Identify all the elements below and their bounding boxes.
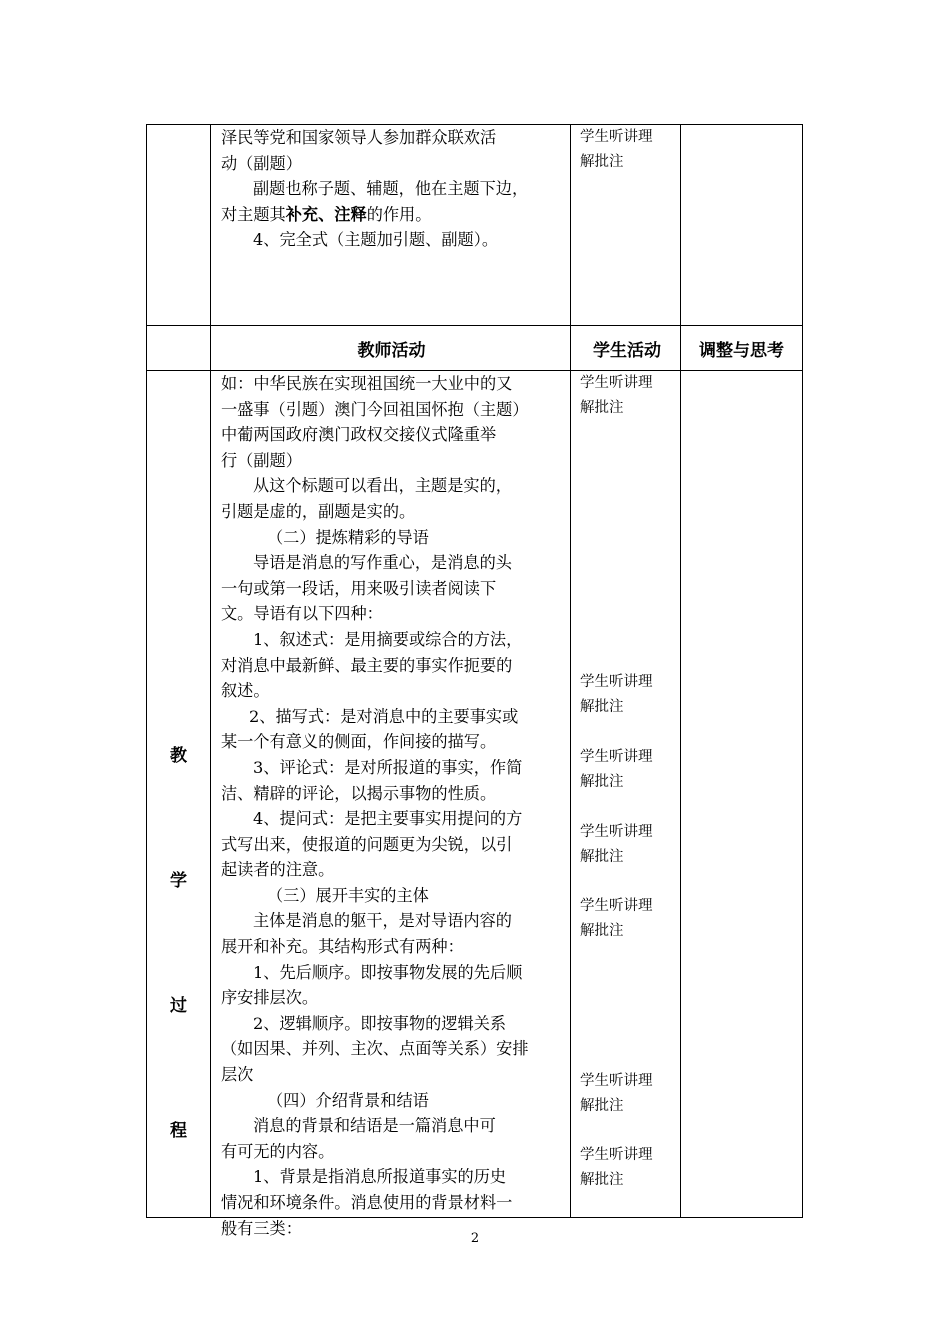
student-note: 解批注 <box>580 400 624 416</box>
student-note: 学生听讲理 <box>580 749 653 765</box>
header-blank-cell <box>147 326 210 370</box>
text-line: 4、完全式（主题加引题、副题）。 <box>253 230 499 250</box>
stage-cell <box>147 371 210 1217</box>
text-line: 主体是消息的躯干，是对导语内容的 <box>253 911 512 931</box>
student-note: 学生听讲理 <box>580 824 653 840</box>
text-line: 副题也称子题、辅题，他在主题下边， <box>253 179 529 199</box>
section-heading: （二）提炼精彩的导语 <box>267 527 429 547</box>
student-note-block <box>580 820 653 870</box>
text-line: （如因果、并列、主次、点面等关系）安排 <box>221 1039 529 1059</box>
text-line: 2、描写式：是对消息中的主要事实或 <box>249 706 519 726</box>
text-line: 有可无的内容。 <box>221 1141 335 1161</box>
stage-char: 过 <box>170 996 187 1016</box>
header-student-cell <box>570 326 680 370</box>
text-line: 一盛事（引题）澳门今回祖国怀抱（主题） <box>221 399 529 419</box>
text-line: 1、背景是指消息所报道事实的历史 <box>253 1167 507 1187</box>
student-note-block <box>580 1143 653 1193</box>
stage-char: 教 <box>170 746 187 766</box>
text-line: 层次 <box>221 1065 254 1085</box>
text-line: 泽民等党和国家领导人参加群众联欢活 <box>221 128 497 147</box>
text-line: 消息的背景和结语是一篇消息中可 <box>253 1116 496 1136</box>
text-line: 2、逻辑顺序。即按事物的逻辑关系 <box>253 1013 507 1033</box>
teacher-activity-cell <box>210 371 570 1238</box>
text-line: 动（副题） <box>221 153 302 173</box>
header-teacher-cell <box>210 326 570 370</box>
stage-char: 程 <box>170 1121 187 1141</box>
student-note-block <box>580 371 653 421</box>
section-heading: （三）展开丰实的主体 <box>267 885 429 905</box>
text-line: 从这个标题可以看出，主题是实的， <box>253 476 512 496</box>
text-line: 情况和环境条件。消息使用的背景材料一 <box>221 1193 513 1212</box>
text-line: 引题是虚的，副题是实的。 <box>221 501 416 521</box>
text-line: 洁、精辟的评论，以揭示事物的性质。 <box>221 783 497 803</box>
text-line: 某一个有意义的侧面，作间接的描写。 <box>221 732 497 752</box>
text-line: 如：中华民族在实现祖国统一大业中的又 <box>221 374 513 393</box>
text-line: 中葡两国政府澳门政权交接仪式隆重举 <box>221 425 497 445</box>
student-note: 解批注 <box>580 699 624 715</box>
text-line: 对消息中最新鲜、最主要的事实作扼要的 <box>221 655 513 675</box>
text-line: 导语是消息的写作重心，是消息的头 <box>253 553 512 573</box>
header-adjust-cell <box>680 326 802 370</box>
text-line: 行（副题） <box>221 450 302 470</box>
student-note: 学生听讲理 <box>580 129 653 145</box>
header-adjust-reflect: 调整与思考 <box>699 340 784 361</box>
bold-emphasis: 补充、注释 <box>285 204 367 224</box>
section-heading: （四）介绍背景和结语 <box>267 1090 429 1110</box>
student-note: 学生听讲理 <box>580 1147 653 1163</box>
adjust-cell <box>680 125 802 325</box>
text-line: 3、评论式：是对所报道的事实，作简 <box>253 757 523 777</box>
text-line: 4、提问式：是把主要事实用提问的方 <box>253 809 523 829</box>
text-line: 般有三类： <box>221 1218 302 1238</box>
adjust-cell <box>680 371 802 1217</box>
student-note: 学生听讲理 <box>580 375 653 391</box>
student-note: 学生听讲理 <box>580 674 653 690</box>
teacher-activity-cell <box>210 125 570 325</box>
student-note: 解批注 <box>580 774 624 790</box>
table-row <box>147 125 802 325</box>
text-span: 对主题其 <box>221 204 286 224</box>
student-note-block <box>580 745 653 795</box>
student-note: 学生听讲理 <box>580 898 653 914</box>
student-note: 学生听讲理 <box>580 1073 653 1089</box>
text-line: 1、先后顺序。即按事物发展的先后顺 <box>253 962 523 982</box>
student-note-block <box>580 1069 653 1119</box>
text-line: 起读者的注意。 <box>221 860 335 880</box>
student-note: 解批注 <box>580 923 624 939</box>
student-note: 解批注 <box>580 849 624 865</box>
text-line: 叙述。 <box>221 681 270 701</box>
student-note: 解批注 <box>580 154 624 170</box>
student-note-block <box>580 894 653 944</box>
text-line: 文。导语有以下四种： <box>221 604 383 624</box>
table-header-row <box>147 325 802 370</box>
text-line: 展开和补充。其结构形式有两种： <box>221 937 464 957</box>
header-student-activity: 学生活动 <box>593 340 661 361</box>
stage-cell <box>147 125 210 325</box>
text-line: 一句或第一段话，用来吸引读者阅读下 <box>221 578 497 598</box>
table-row <box>147 370 802 1238</box>
text-line: 式写出来，使报道的问题更为尖锐，以引 <box>221 834 513 854</box>
stage-char: 学 <box>170 871 187 891</box>
header-teacher-activity: 教师活动 <box>357 340 426 361</box>
lesson-plan-table <box>146 124 803 1238</box>
student-activity-cell <box>570 371 680 1217</box>
page-number: 2 <box>470 1231 480 1246</box>
student-note: 解批注 <box>580 1172 624 1188</box>
text-line: 序安排层次。 <box>221 988 319 1008</box>
student-note: 解批注 <box>580 1098 624 1114</box>
text-line <box>221 203 562 228</box>
student-note-block <box>580 670 653 720</box>
text-span: 的作用。 <box>366 204 432 224</box>
text-line: 1、叙述式：是用摘要或综合的方法， <box>253 629 523 649</box>
student-activity-cell <box>570 125 680 325</box>
